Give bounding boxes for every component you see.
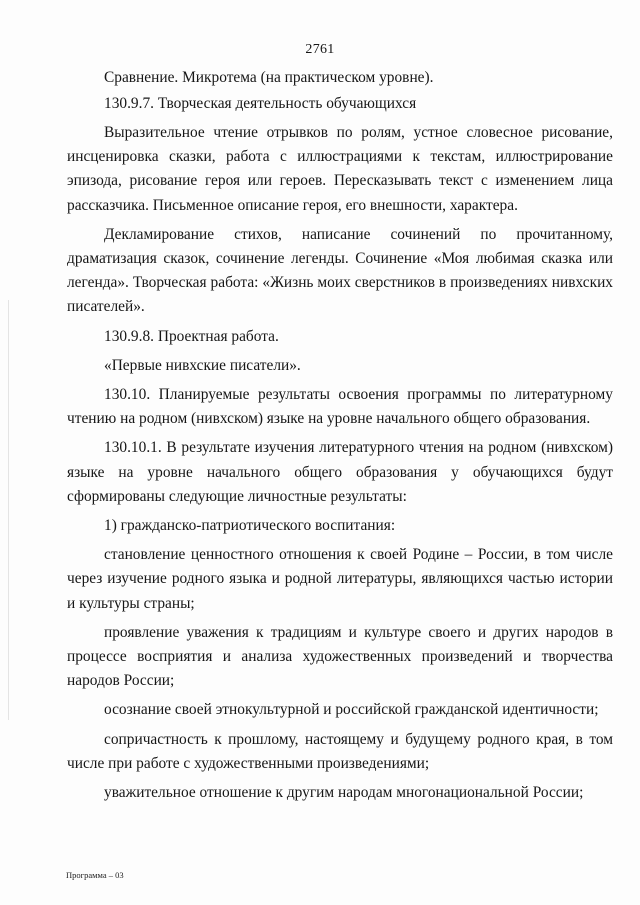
scan-edge-mark [8,300,9,720]
list-item-respect-traditions: проявление уважения к традициям и культуре своего и других народов в процессе восприятия и анализа художественных произведений и творчества народов России; [67,623,613,690]
list-item-identity: осознание своей этнокультурной и российской гражданской идентичности; [104,701,599,719]
section-heading-creative-activity: 130.9.7. Творческая деятельность обучающихся [104,94,417,112]
paragraph-declamation: Декламирование стихов, написание сочинений по прочитанному, драматизация сказок, сочинение легенды. Сочинение «Моя любимая сказка или легенда». Творческая работа: «Жизнь моих сверстников в произведениях нивхских писателей». [67,225,613,316]
section-heading-project-work: 130.9.8. Проектная работа. [104,327,279,345]
paragraph-personal-results-intro: 130.10.1. В результате изучения литературного чтения на родном (нивхском) языке на уровне начального общего образования у обучающихся будут сформированы следующие личностные результаты: [67,439,613,505]
footer-label: Программа – 03 [66,870,124,880]
page-number: 2761 [305,42,335,57]
list-heading-civic-patriotic: 1) гражданско-патриотического воспитания: [104,516,396,534]
document-body [67,66,613,807]
paragraph-project-topic: «Первые нивхские писатели». [104,356,301,374]
paragraph-comparison: Сравнение. Микротема (на практическом уровне). [104,69,434,86]
list-item-value-attitude: становление ценностного отношения к своей Родине – России, в том числе через изучение родного языка и родной литературы, являющихся частью истории и культуры страны; [67,546,613,612]
list-item-respect-peoples: уважительное отношение к другим народам многонациональной России; [104,783,584,801]
list-item-involvement: сопричастность к прошлому, настоящему и будущему родного края, в том числе при работе с художественными произведениями; [67,730,613,772]
paragraph-expressive-reading: Выразительное чтение отрывков по ролям, устное словесное рисование, инсценировка сказки, работа с иллюстрациями к текстам, иллюстрирование эпизода, рисование героя или героев. Пересказывать текст с изменением лица рассказчика. Письменное описание героя, его внешности, характера. [67,123,613,214]
section-heading-planned-results: 130.10. Планируемые результаты освоения программы по литературному чтению на родном (нивхском) языке на уровне начального общего образования. [67,385,613,428]
